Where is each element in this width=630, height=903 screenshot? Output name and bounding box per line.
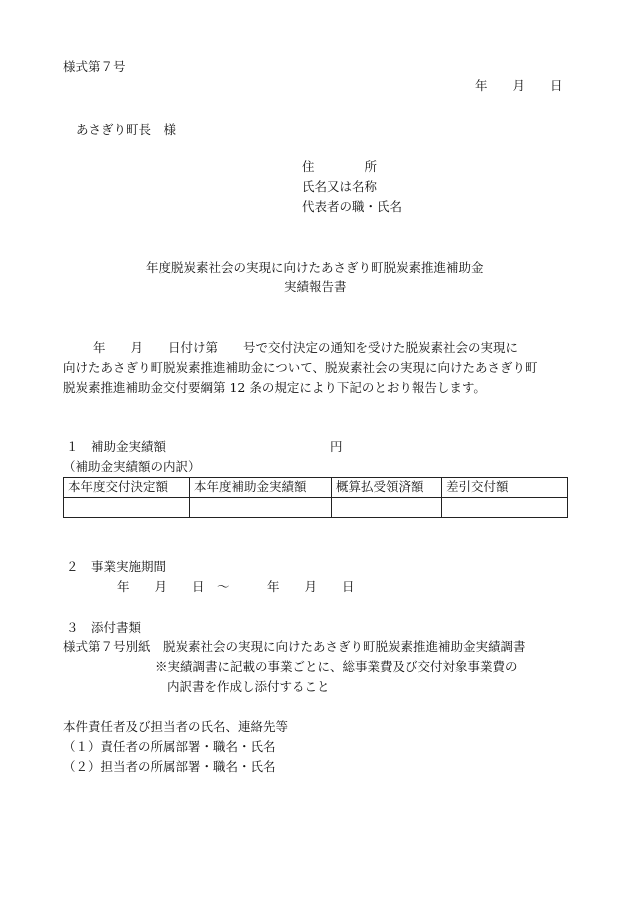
table-cell[interactable]	[442, 498, 568, 518]
table-header-row	[64, 478, 568, 498]
section3-heading: ３ 添付書類	[66, 620, 142, 635]
table-header-cell: 差引交付額	[442, 478, 568, 498]
section3-note-line1: ※実績調書に記載の事業ごとに、総事業費及び交付対象事業費の	[155, 659, 518, 674]
table-cell[interactable]	[332, 498, 442, 518]
table-cell[interactable]	[190, 498, 332, 518]
contact-heading: 本件責任者及び担当者の氏名、連絡先等	[63, 719, 289, 734]
section1-heading: １ 補助金実績額	[66, 439, 167, 454]
body-text-line2: 向けたあさぎり町脱炭素推進補助金について、脱炭素社会の実現に向けたあさぎり町	[63, 360, 538, 375]
table-header-cell: 本年度交付決定額	[64, 478, 190, 498]
date-line: 年 月 日	[475, 78, 563, 93]
applicant-address-label: 住 所	[302, 159, 378, 174]
contact-item-responsible: （１）責任者の所属部署・職名・氏名	[63, 739, 276, 754]
addressee: あさぎり町長 様	[76, 122, 177, 137]
applicant-representative-label: 代表者の職・氏名	[302, 199, 403, 214]
section3-attachment: 様式第７号別紙 脱炭素社会の実現に向けたあさぎり町脱炭素推進補助金実績調書	[63, 639, 526, 654]
section1-breakdown-label: （補助金実績額の内訳）	[63, 459, 201, 474]
table-row	[64, 498, 568, 518]
form-number: 様式第７号	[63, 59, 126, 74]
table-cell[interactable]	[64, 498, 190, 518]
section2-heading: ２ 事業実施期間	[66, 559, 167, 574]
applicant-name-label: 氏名又は名称	[302, 179, 378, 194]
table-header-cell: 概算払受領済額	[332, 478, 442, 498]
section3-note-line2: 内訳書を作成し添付すること	[167, 679, 330, 694]
document-title-line1: 年度脱炭素社会の実現に向けたあさぎり町脱炭素推進補助金	[146, 260, 484, 275]
document-title-line2: 実績報告書	[284, 279, 347, 294]
section1-unit: 円	[330, 439, 343, 454]
contact-item-staff: （２）担当者の所属部署・職名・氏名	[63, 759, 276, 774]
body-text-line1: 年 月 日付け第 号で交付決定の通知を受けた脱炭素社会の実現に	[68, 340, 519, 355]
table-header-cell: 本年度補助金実績額	[190, 478, 332, 498]
body-text-line3: 脱炭素推進補助金交付要綱第 12 条の規定により下記のとおり報告します。	[63, 380, 486, 395]
breakdown-table	[63, 477, 568, 518]
section2-period: 年 月 日 ～ 年 月 日	[117, 579, 355, 594]
